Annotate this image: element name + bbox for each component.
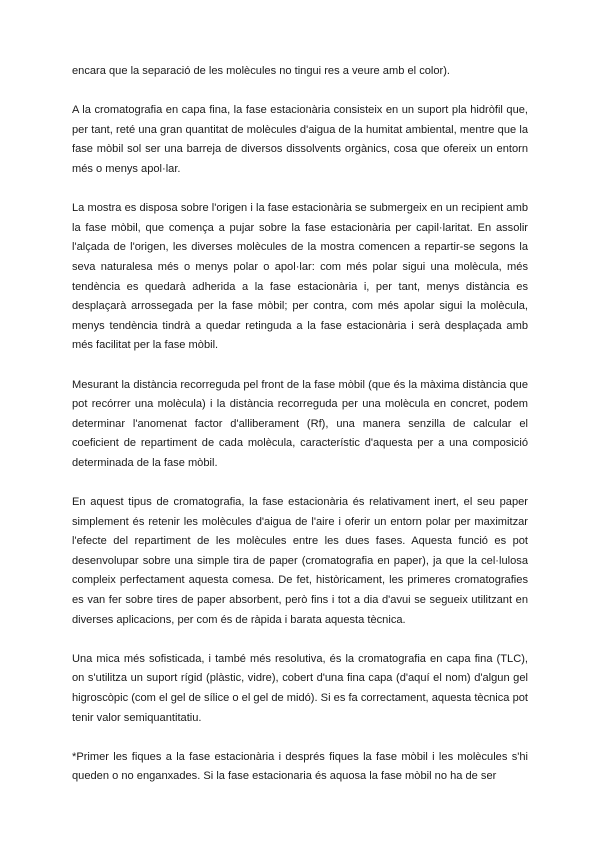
paragraph-thin-layer-phases: A la cromatografia en capa fina, la fase estacionària consisteix en un suport pla hidròfil que, per tant, reté una gran quantitat de molècules d'aigua de la humitat ambiental, mentre que la fase mòbil sol ser una barreja de diversos dissolvents orgànics, cosa que ofereix un entorn més o menys apol·lar. — [72, 104, 528, 175]
paragraph-tlc: Una mica més sofisticada, i també més resolutiva, és la cromatografia en capa fina (TLC), on s'utilitza un suport rígid (plàstic, vidre), cobert d'una fina capa (d'aquí el nom) d'algun gel higroscòpic (com el gel de sílice o el gel de midó). Si es fa correctament, aquesta tècnica pot tenir valor semiquantitatiu. — [72, 652, 528, 724]
paragraph-paper-chromatography: En aquest tipus de cromatografia, la fase estacionària és relativament inert, el seu paper simplement és retenir les molècules d'aigua de l'aire i oferir un entorn polar per maximitzar l'efecte del repartiment de les molècules entre les dues fases. Aquesta funció es pot desenvolupar sobre una simple tira de paper (cromatografia en paper), ja que la cel·lulosa compleix perfectament aquesta comesa. De fet, històricament, les primeres cromatografies es van fer sobre tires de paper absorbent, però fins i tot a dia d'avui se segueix utilitzant en diverses aplicacions, per com és de ràpida i barata aquesta tècnica. — [72, 496, 528, 626]
paragraph-note: *Primer les fiques a la fase estacionària i després fiques la fase mòbil i les molècules s'hi queden o no enganxades. Si la fase estacionaria és aquosa la fase mòbil no ha de ser — [72, 750, 528, 783]
paragraph-continuation: encara que la separació de les molècules no tingui res a veure amb el color). — [72, 65, 451, 77]
paragraph-sample-migration: La mostra es disposa sobre l'origen i la fase estacionària se submergeix en un recipient amb la fase mòbil, que comença a pujar sobre la fase estacionària per capil·laritat. En assolir l'alçada de l'origen, les diverses molècules de la mostra comencen a repartir-se segons la seva naturalesa més o menys polar o apol·lar: com més polar sigui una molècula, més tendència es quedarà adherida a la fase estacionària i, per tant, menys distància es desplaçarà arrossegada per la fase mòbil; per contra, com més apolar sigui la molècula, menys tendència tindrà a quedar retinguda a la fase estacionària i serà desplaçada amb més facilitat per la fase mòbil. — [72, 202, 528, 352]
document-page — [72, 62, 528, 787]
paragraph-rf-factor: Mesurant la distància recorreguda pel front de la fase mòbil (que és la màxima distància que pot recórrer una molècula) i la distància recorreguda per una molècula en concret, podem determinar l'anomenat factor d'alliberament (Rf), una manera senzilla de calcular el coeficient de repartiment de cada molècula, característic d'aquesta per a una composició determinada de la fase mòbil. — [72, 378, 528, 469]
